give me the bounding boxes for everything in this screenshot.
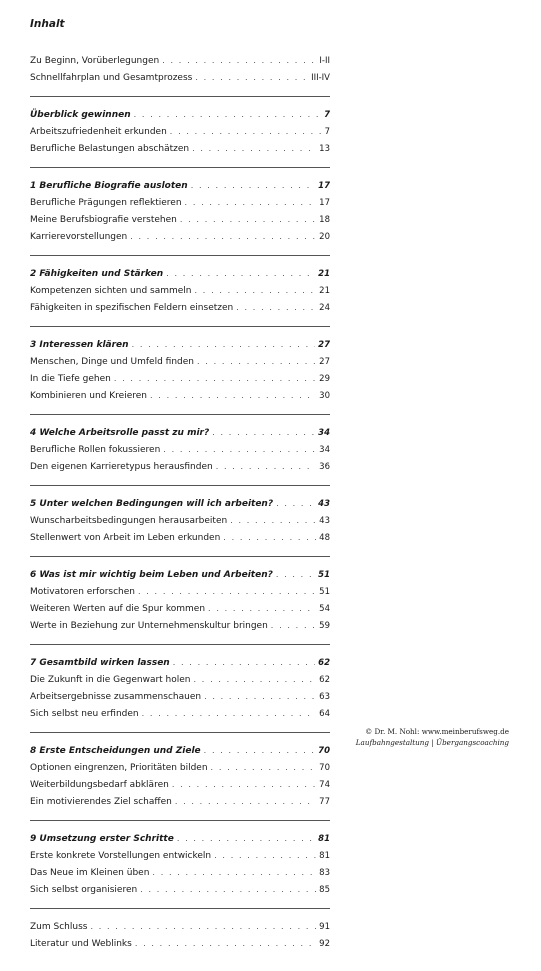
dot-leader [166, 265, 315, 282]
toc-entry[interactable] [30, 441, 330, 458]
dot-leader [173, 654, 315, 671]
toc-entry-title: Das Neue im Kleinen üben [30, 868, 150, 878]
toc-entry-page: 13 [319, 144, 330, 154]
dot-leader [276, 566, 315, 583]
toc-group-chapter-5 [30, 495, 330, 557]
dot-leader [197, 353, 316, 370]
dot-leader [204, 688, 316, 705]
toc-entry-title: Werte in Beziehung zur Unternehmenskultur bringen [30, 621, 268, 631]
dot-leader [90, 918, 316, 935]
toc-entry-title: Sich selbst neu erfinden [30, 709, 139, 719]
toc-chapter-page: 51 [318, 570, 330, 580]
toc-chapter-page: 21 [318, 269, 330, 279]
toc-entry-page: 62 [319, 675, 330, 685]
toc-entry-page: 21 [319, 286, 330, 296]
toc-chapter[interactable] [30, 336, 330, 353]
toc-chapter-page: 62 [318, 658, 330, 668]
dot-leader [276, 495, 315, 512]
toc-entry-page: 64 [319, 709, 330, 719]
toc-chapter-title: 9 Umsetzung erster Schritte [30, 834, 174, 844]
toc-chapter[interactable] [30, 106, 330, 123]
toc-entry-title: Zu Beginn, Vorüberlegungen [30, 56, 160, 66]
dot-leader [172, 776, 316, 793]
toc-entry[interactable] [30, 52, 330, 69]
toc-entry-page: 27 [319, 357, 330, 367]
toc-entry-page: 29 [319, 374, 330, 384]
dot-leader [180, 211, 316, 228]
toc-entry[interactable] [30, 583, 330, 600]
toc-chapter[interactable] [30, 742, 330, 759]
toc-entry[interactable] [30, 353, 330, 370]
toc-group-closing [30, 918, 330, 962]
dot-leader [204, 742, 315, 759]
page-heading: Inhalt [30, 18, 65, 30]
toc-entry-page: 43 [319, 516, 330, 526]
dot-leader [216, 458, 316, 475]
toc-entry[interactable] [30, 387, 330, 404]
dot-leader [191, 177, 315, 194]
dot-leader [163, 441, 316, 458]
toc-chapter-title: 5 Unter welchen Bedingungen will ich arbeiten? [30, 499, 274, 509]
toc-chapter-title: 3 Interessen klären [30, 340, 129, 350]
toc-chapter-page: 17 [318, 181, 330, 191]
toc-entry-page: 83 [319, 868, 330, 878]
toc-chapter[interactable] [30, 495, 330, 512]
toc-entry[interactable] [30, 299, 330, 316]
toc-entry-title: In die Tiefe gehen [30, 374, 111, 384]
toc-group-chapter-9 [30, 830, 330, 909]
dot-leader [194, 671, 317, 688]
toc-entry[interactable] [30, 918, 330, 935]
toc-group-chapter-8 [30, 742, 330, 821]
toc-chapter-page: 70 [318, 746, 330, 756]
dot-leader [150, 387, 316, 404]
toc-entry-title: Zum Schluss [30, 922, 88, 932]
toc-chapter-title: 1 Berufliche Biografie ausloten [30, 181, 188, 191]
dot-leader [192, 140, 316, 157]
toc-entry-title: Optionen eingrenzen, Prioritäten bilden [30, 763, 208, 773]
toc-entry[interactable] [30, 881, 330, 898]
toc-entry-page: 36 [319, 462, 330, 472]
toc-entry[interactable] [30, 123, 330, 140]
toc-group-chapter-7 [30, 654, 330, 733]
toc-entry-title: Den eigenen Karrieretypus herausfinden [30, 462, 213, 472]
dot-leader [135, 935, 316, 952]
toc-entry-page: 63 [319, 692, 330, 702]
toc-entry-page: 92 [319, 939, 330, 949]
toc-entry-page: 74 [319, 780, 330, 790]
toc-entry-title: Kompetenzen sichten und sammeln [30, 286, 192, 296]
dot-leader [170, 123, 322, 140]
toc-entry[interactable] [30, 194, 330, 211]
page-footer [356, 726, 509, 748]
toc-group-chapter-1 [30, 177, 330, 256]
dot-leader [230, 512, 316, 529]
toc-entry[interactable] [30, 228, 330, 245]
table-of-contents [30, 52, 330, 971]
dot-leader [130, 228, 316, 245]
dot-leader [212, 424, 315, 441]
toc-chapter[interactable] [30, 265, 330, 282]
toc-chapter-title: 6 Was ist mir wichtig beim Leben und Arbeiten? [30, 570, 273, 580]
toc-entry-title: Meine Berufsbiografie verstehen [30, 215, 177, 225]
toc-entry-title: Menschen, Dinge und Umfeld finden [30, 357, 194, 367]
toc-entry[interactable] [30, 140, 330, 157]
toc-entry-title: Erste konkrete Vorstellungen entwickeln [30, 851, 212, 861]
toc-entry-page: 77 [319, 797, 330, 807]
toc-entry[interactable] [30, 688, 330, 705]
toc-entry[interactable] [30, 282, 330, 299]
toc-chapter-page: 7 [324, 110, 330, 120]
toc-entry-title: Arbeitszufriedenheit erkunden [30, 127, 167, 137]
toc-entry-title: Karrierevorstellungen [30, 232, 128, 242]
toc-chapter[interactable] [30, 830, 330, 847]
toc-chapter[interactable] [30, 424, 330, 441]
toc-entry[interactable] [30, 600, 330, 617]
toc-entry[interactable] [30, 793, 330, 810]
toc-entry-page: 85 [319, 885, 330, 895]
toc-chapter-page: 27 [318, 340, 330, 350]
toc-group-chapter-2 [30, 265, 330, 327]
toc-entry-title: Weiteren Werten auf die Spur kommen [30, 604, 206, 614]
dot-leader [142, 705, 317, 722]
toc-chapter-page: 34 [318, 428, 330, 438]
toc-entry-page: 24 [319, 303, 330, 313]
toc-entry[interactable] [30, 935, 330, 952]
dot-leader [208, 600, 316, 617]
dot-leader [236, 299, 316, 316]
toc-entry-page: 70 [319, 763, 330, 773]
dot-leader [177, 830, 315, 847]
dot-leader [114, 370, 316, 387]
dot-leader [134, 106, 321, 123]
toc-entry-title: Ein motivierendes Ziel schaffen [30, 797, 172, 807]
toc-chapter-title: 7 Gesamtbild wirken lassen [30, 658, 170, 668]
toc-entry[interactable] [30, 671, 330, 688]
toc-entry-page: 18 [319, 215, 330, 225]
toc-entry-title: Berufliche Belastungen abschätzen [30, 144, 190, 154]
toc-chapter-page: 43 [318, 499, 330, 509]
toc-group-chapter-4 [30, 424, 330, 486]
toc-chapter[interactable] [30, 177, 330, 194]
toc-entry-page: 51 [319, 587, 330, 597]
toc-entry[interactable] [30, 211, 330, 228]
toc-entry-page: 30 [319, 391, 330, 401]
toc-entry-page: I-II [319, 56, 330, 66]
toc-entry-page: 54 [319, 604, 330, 614]
toc-group-overview [30, 106, 330, 168]
toc-chapter-page: 81 [318, 834, 330, 844]
toc-entry[interactable] [30, 864, 330, 881]
toc-entry-title: Kombinieren und Kreieren [30, 391, 147, 401]
toc-entry[interactable] [30, 69, 330, 86]
dot-leader [185, 194, 317, 211]
dot-leader [223, 529, 316, 546]
toc-entry-title: Motivatoren erforschen [30, 587, 135, 597]
toc-entry-title: Sich selbst organisieren [30, 885, 138, 895]
toc-entry[interactable] [30, 617, 330, 634]
toc-entry[interactable] [30, 370, 330, 387]
toc-entry-title: Weiterbildungsbedarf abklären [30, 780, 169, 790]
toc-entry-title: Wunscharbeitsbedingungen herausarbeiten [30, 516, 228, 526]
dot-leader [271, 617, 316, 634]
toc-entry-page: 59 [319, 621, 330, 631]
dot-leader [162, 52, 316, 69]
toc-entry-page: 48 [319, 533, 330, 543]
toc-entry[interactable] [30, 529, 330, 546]
toc-chapter[interactable] [30, 566, 330, 583]
toc-entry-title: Schnellfahrplan und Gesamtprozess [30, 73, 193, 83]
toc-entry-title: Fähigkeiten in spezifischen Feldern einsetzen [30, 303, 234, 313]
toc-entry[interactable] [30, 847, 330, 864]
dot-leader [195, 282, 317, 299]
toc-chapter-title: 8 Erste Entscheidungen und Ziele [30, 746, 201, 756]
toc-entry-page: 81 [319, 851, 330, 861]
toc-entry-page: 17 [319, 198, 330, 208]
toc-entry-title: Berufliche Rollen fokussieren [30, 445, 161, 455]
toc-entry-title: Literatur und Weblinks [30, 939, 132, 949]
toc-group-chapter-6 [30, 566, 330, 645]
dot-leader [214, 847, 316, 864]
toc-entry[interactable] [30, 705, 330, 722]
toc-entry[interactable] [30, 458, 330, 475]
toc-entry-page: 91 [319, 922, 330, 932]
toc-chapter[interactable] [30, 654, 330, 671]
dot-leader [138, 583, 316, 600]
dot-leader [132, 336, 316, 353]
toc-entry[interactable] [30, 776, 330, 793]
toc-chapter-title: 2 Fähigkeiten und Stärken [30, 269, 164, 279]
toc-entry-page: III-IV [311, 73, 330, 83]
dot-leader [175, 793, 316, 810]
dot-leader [140, 881, 316, 898]
toc-entry-page: 7 [324, 127, 330, 137]
toc-entry-title: Arbeitsergebnisse zusammenschauen [30, 692, 202, 702]
toc-entry-title: Berufliche Prägungen reflektieren [30, 198, 182, 208]
dot-leader [152, 864, 316, 881]
toc-chapter-title: 4 Welche Arbeitsrolle passt zu mir? [30, 428, 210, 438]
toc-entry[interactable] [30, 512, 330, 529]
dot-leader [195, 69, 308, 86]
copyright-line: © Dr. M. Nohl: www.meinberufsweg.de [365, 727, 509, 736]
toc-entry-page: 20 [319, 232, 330, 242]
toc-entry-title: Stellenwert von Arbeit im Leben erkunden [30, 533, 221, 543]
toc-entry-title: Die Zukunft in die Gegenwart holen [30, 675, 191, 685]
toc-chapter-title: Überblick gewinnen [30, 110, 131, 120]
subtitle-line: Laufbahngestaltung | Übergangscoaching [355, 738, 509, 747]
toc-entry-page: 34 [319, 445, 330, 455]
toc-group-chapter-3 [30, 336, 330, 415]
toc-group-intro [30, 52, 330, 97]
